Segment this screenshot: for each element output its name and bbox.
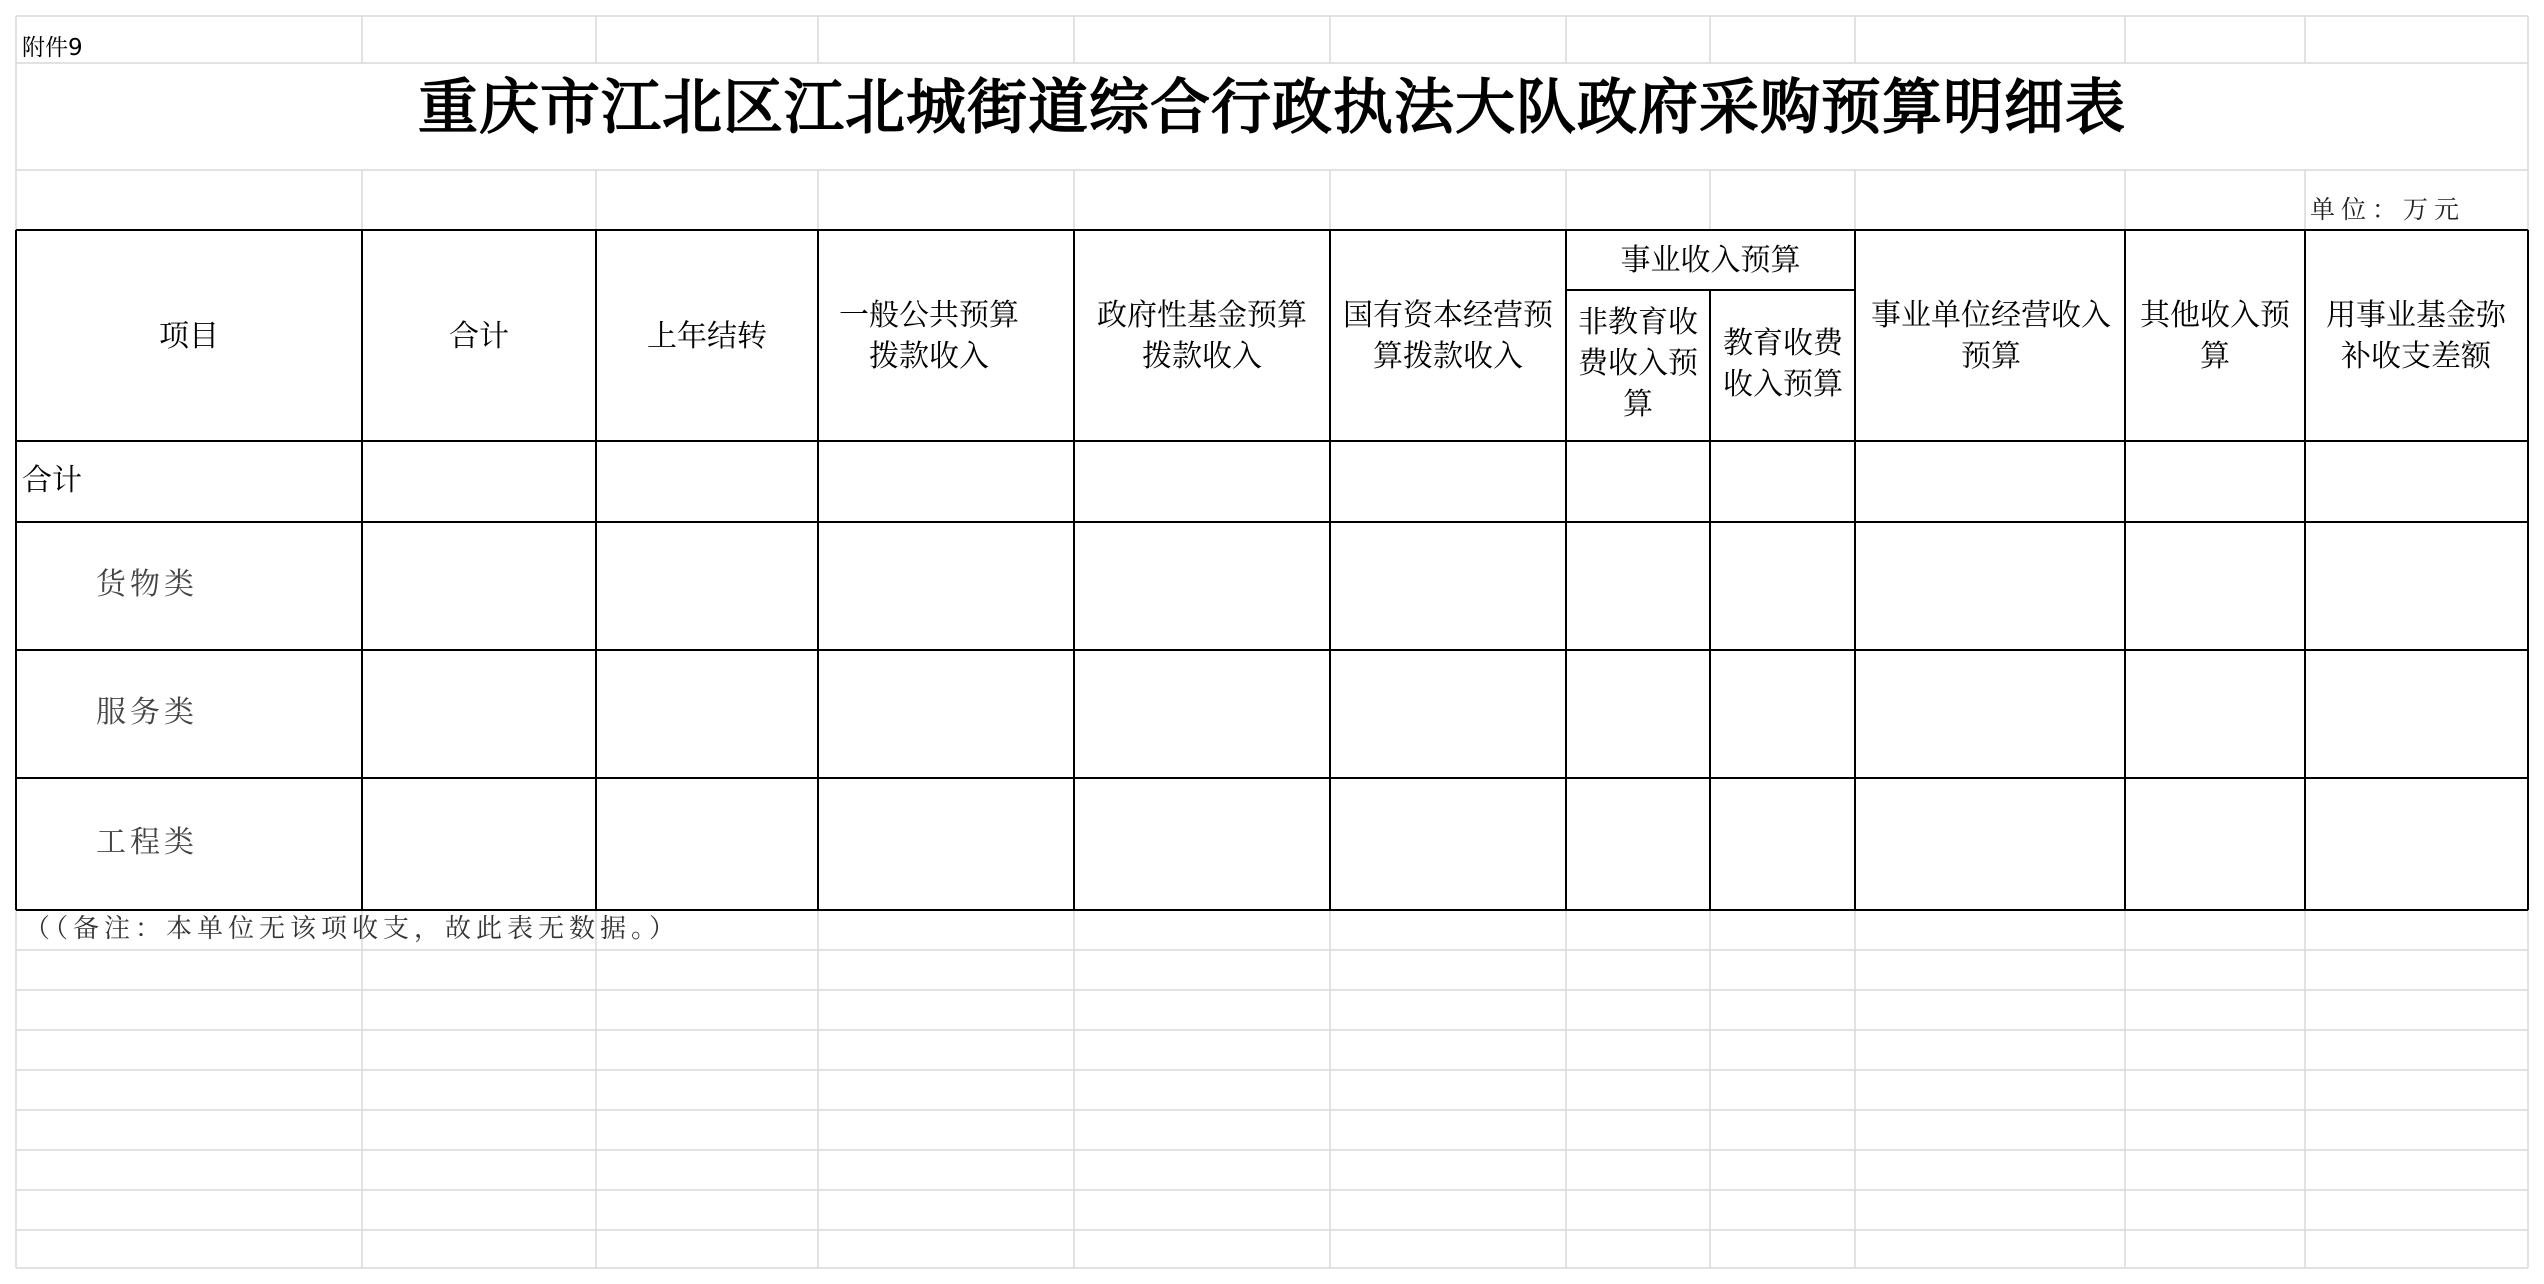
header-non-edu-fee: 非教育收费收入预算 (1578, 305, 1698, 422)
attachment-label: 附件9 (22, 35, 83, 61)
row-label-services: 服务类 (96, 695, 198, 730)
header-gov-fund: 政府性基金预算拨款收入 (1097, 298, 1307, 374)
header-item: 项目 (159, 319, 219, 354)
row-label-goods: 货物类 (96, 567, 198, 602)
page-title: 重庆市江北区江北城街道综合行政执法大队政府采购预算明细表 (418, 73, 2126, 143)
header-business-income: 事业单位经营收入预算 (1871, 298, 2111, 374)
header-fund-offset: 用事业基金弥补收支差额 (2326, 298, 2506, 374)
background-gridlines (16, 16, 2528, 1268)
header-edu-fee: 教育收费收入预算 (1723, 326, 1843, 402)
header-other-income: 其他收入预算 (2140, 298, 2290, 374)
row-label-engineering: 工程类 (96, 825, 198, 860)
table-note: （（备注：本单位无该项收支，故此表无数据。） (24, 914, 681, 944)
unit-label: 单位：万元 (2310, 195, 2466, 224)
header-undertaking-income: 事业收入预算 (1620, 243, 1801, 278)
header-carryover: 上年结转 (647, 319, 767, 354)
row-label-total: 合计 (22, 463, 82, 498)
header-total: 合计 (449, 319, 509, 354)
header-general-budget: 一般公共预算拨款收入 (839, 298, 1019, 374)
header-state-capital: 国有资本经营预算拨款收入 (1343, 298, 1553, 374)
